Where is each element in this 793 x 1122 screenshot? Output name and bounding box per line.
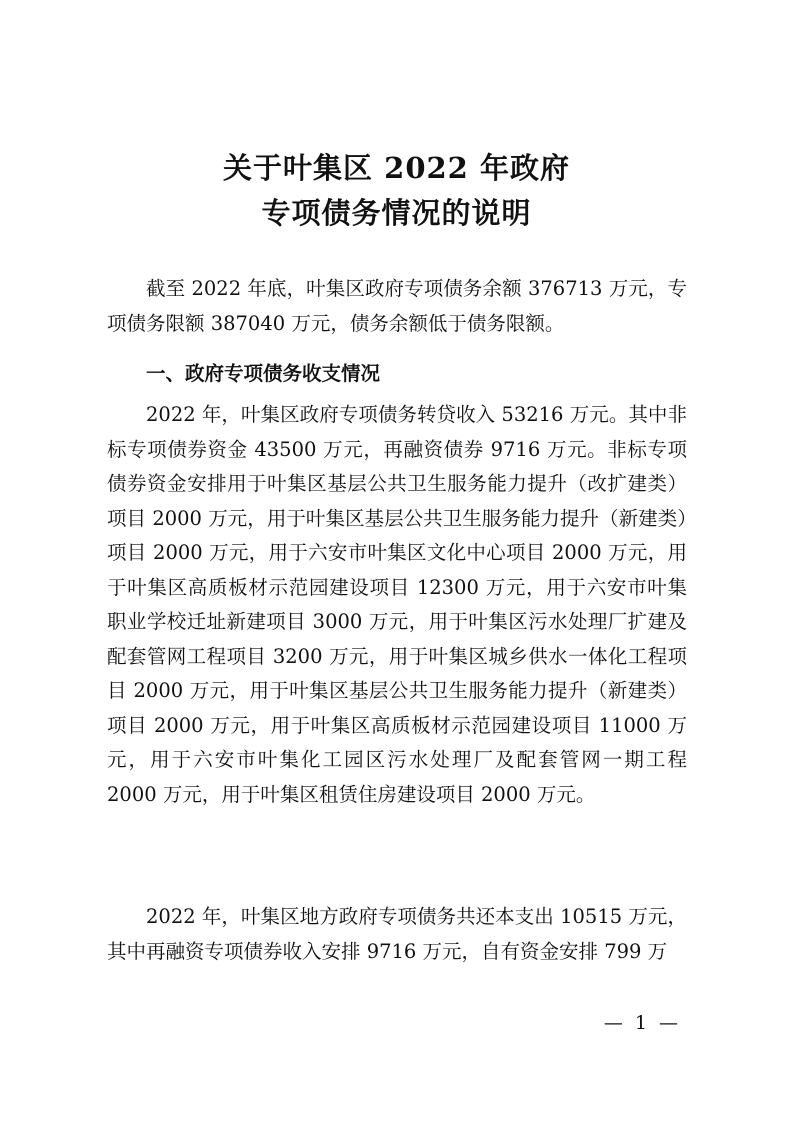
document-title-line-2: 专项债务情况的说明 [261,196,532,230]
paragraph-debt-income: 2022 年，叶集区政府专项债务转贷收入 53216 万元。其中非标专项债券资金 43500 万元，再融资债券 9716 万元。非标专项债券资金安排用于叶集区基层公共卫生服务能力提升（改扩建类）项目 2000 万元，用于叶集区基层公共卫生服务能力提升（新建类）项目 2000 万元，用于六安市叶集区文化中心项目 2000 万元，用于叶集区高质板材示范园建设项目 12300 万元，用于六安市叶集职业学校迁址新建项目 3000 万元，用于叶集区污水处理厂扩建及配套管网工程项目 3200 万元，用于叶集区城乡供水一体化工程项目 2000 万元，用于叶集区基层公共卫生服务能力提升（新建类）项目 2000 万元，用于叶集区高质板材示范园建设项目 11000 万元，用于六安市叶集化工园区污水处理厂及配套管网一期工程 2000 万元，用于叶集区租赁住房建设项目 2000 万元。 [107,403,687,806]
page-number: — 1 — [603,1012,681,1034]
section-heading-income-expenditure: 一、政府专项债务收支情况 [146,362,381,385]
document-title-line-1: 关于叶集区 2022 年政府 [223,151,570,185]
paragraph-debt-repayment: 2022 年，叶集区地方政府专项债务共还本支出 10515 万元，其中再融资专项债券收入安排 9716 万元，自有资金安排 799 万 [107,905,687,963]
paragraph-debt-balance: 截至 2022 年底，叶集区政府专项债务余额 376713 万元，专项债务限额 387040 万元，债务余额低于债务限额。 [107,277,687,335]
